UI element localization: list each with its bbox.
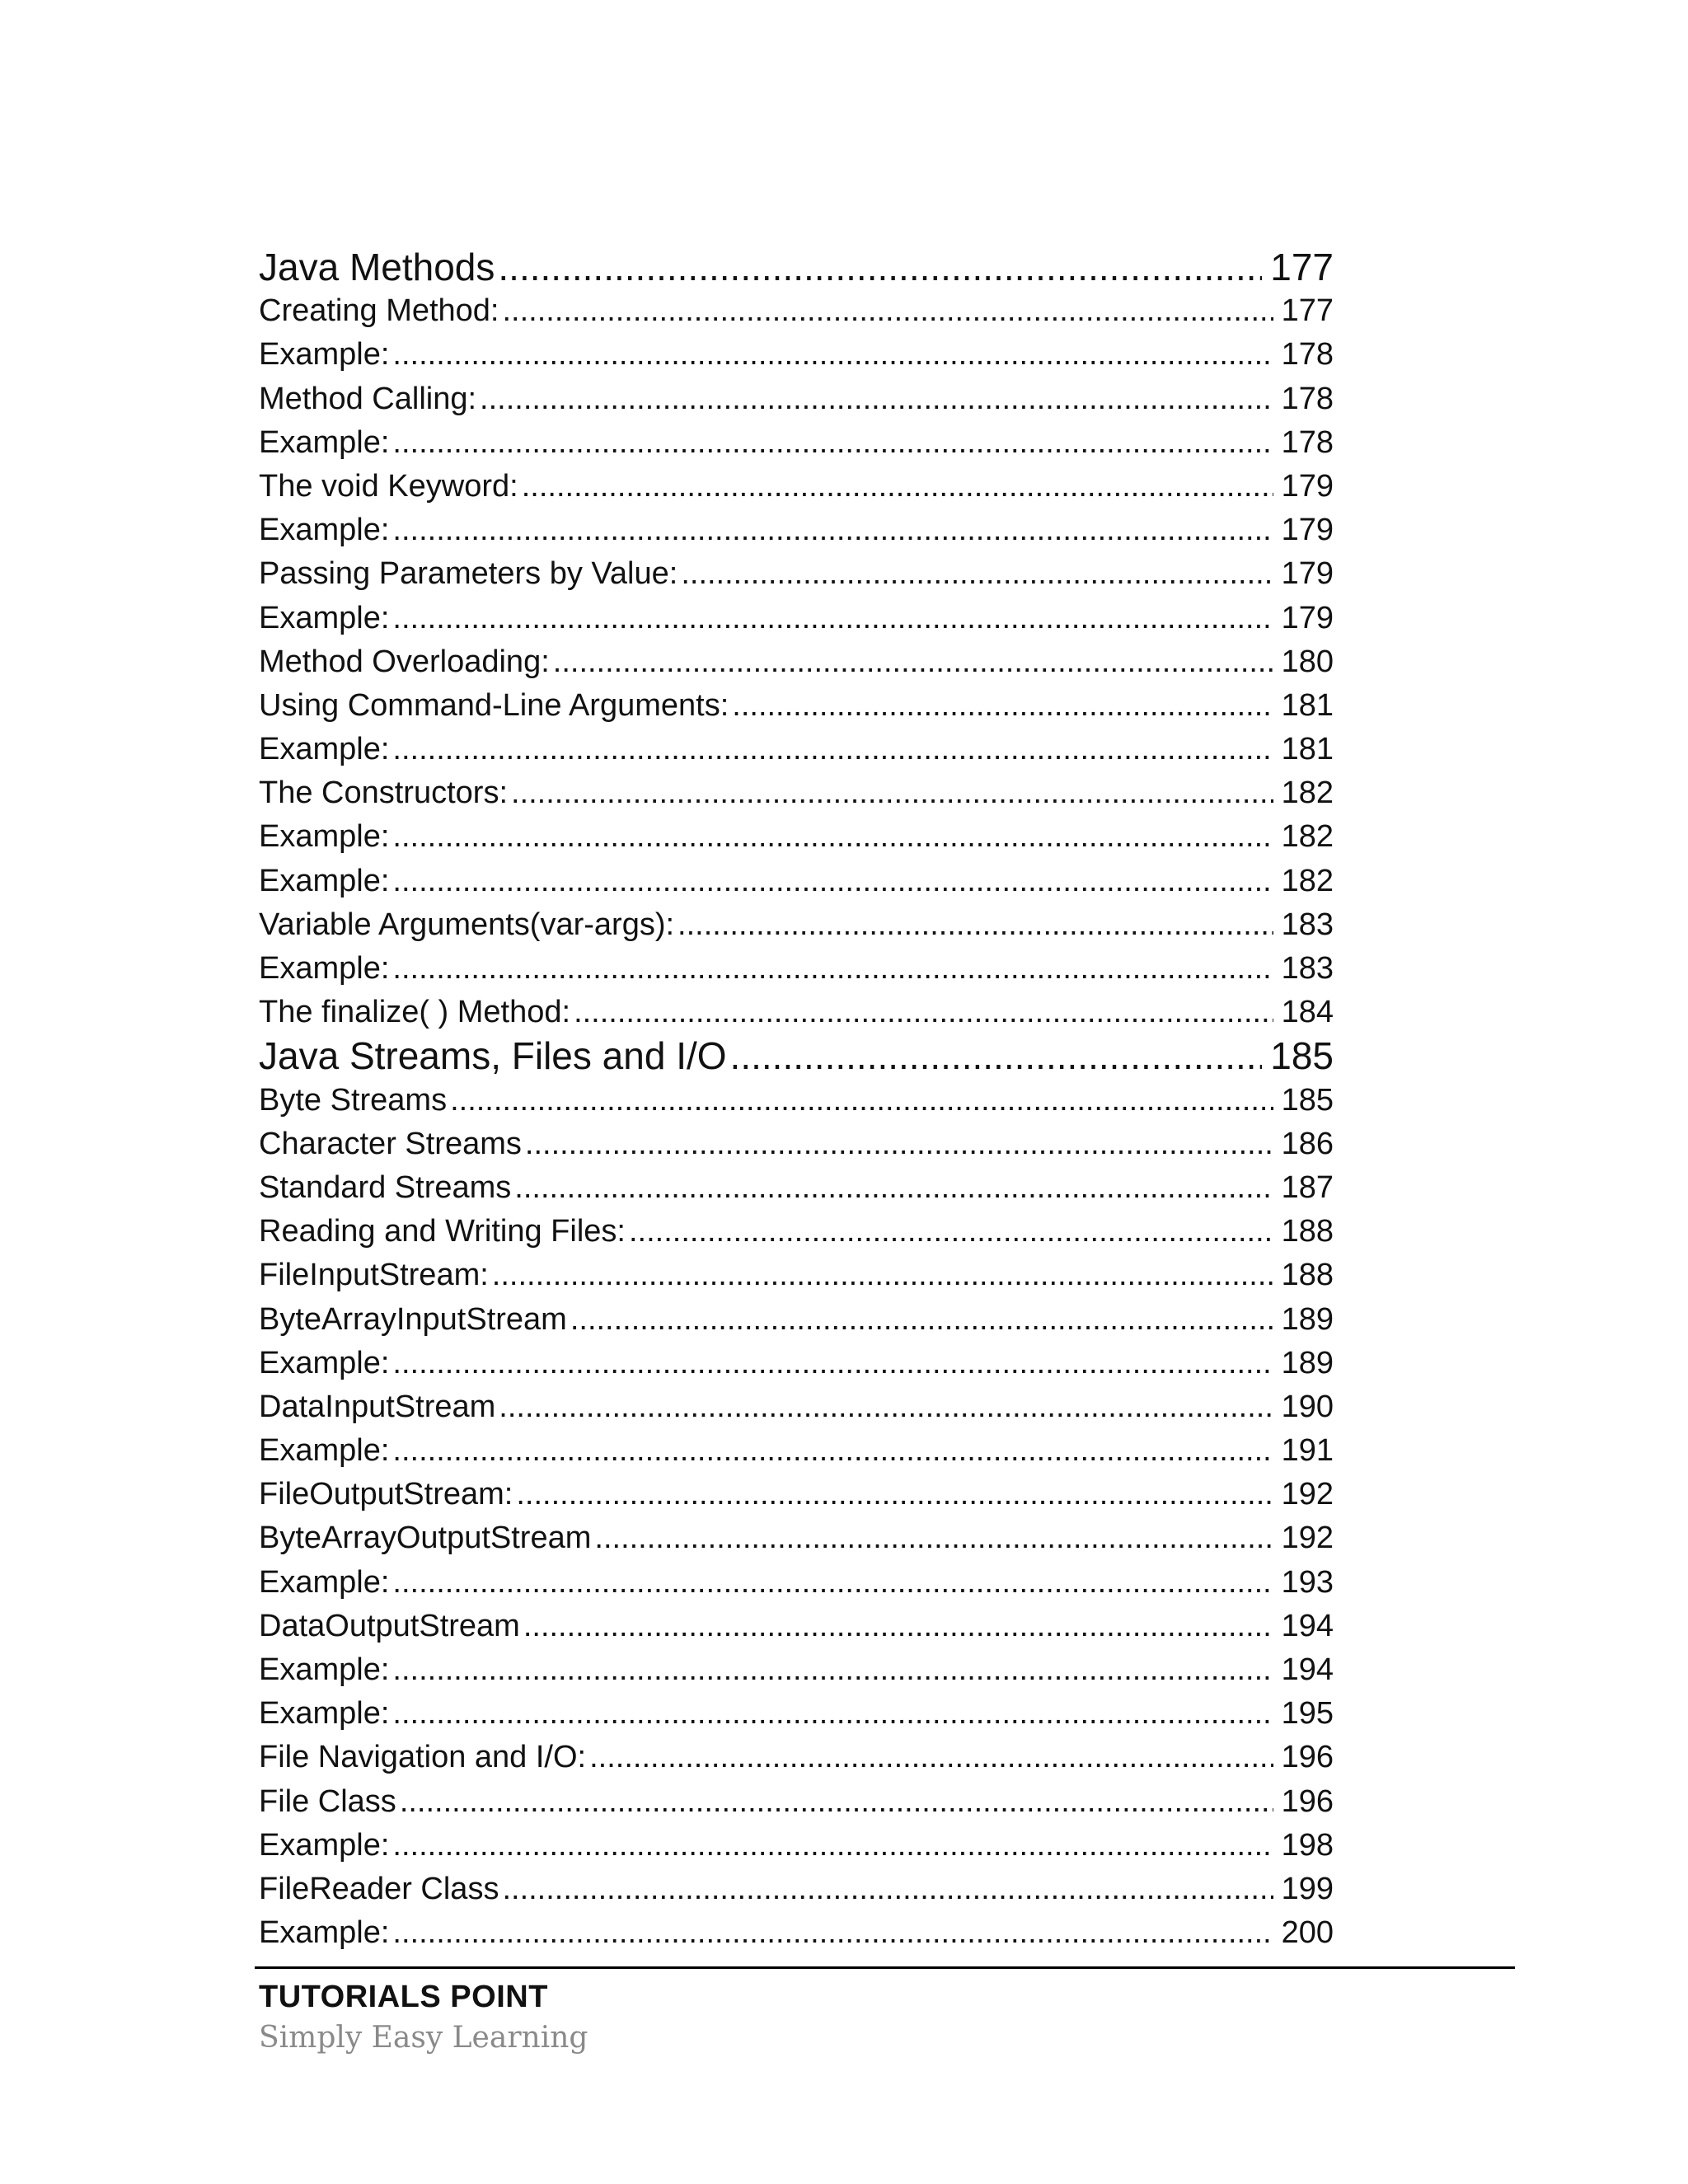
toc-entry[interactable]: [259, 1824, 1334, 1868]
dot-leader: [392, 947, 1273, 991]
toc-entry[interactable]: [259, 947, 1334, 991]
dot-leader: [732, 684, 1273, 728]
toc-entry-title: Example:: [259, 863, 390, 898]
toc-entry-title: Example:: [259, 600, 390, 635]
dot-leader: [502, 1868, 1273, 1911]
footer-tagline: Simply Easy Learning: [259, 2021, 588, 2055]
footer-brand: TUTORIALS POINT: [259, 1980, 548, 2014]
toc-entry[interactable]: [259, 509, 1334, 552]
toc-entry[interactable]: [259, 465, 1334, 509]
dot-leader: [730, 1034, 1263, 1078]
dot-leader: [392, 1648, 1273, 1692]
toc-entry-title: Example:: [259, 1652, 390, 1687]
footer-divider: [255, 1966, 1515, 1969]
toc-entry[interactable]: [259, 333, 1334, 377]
toc-entry-page-number: 192: [1281, 1521, 1334, 1556]
dot-leader: [574, 991, 1273, 1034]
toc-entry-title: ByteArrayOutputStream: [259, 1521, 592, 1556]
toc-entry[interactable]: [259, 552, 1334, 596]
toc-entry-title: Passing Parameters by Value:: [259, 556, 678, 592]
toc-entry[interactable]: [259, 1254, 1334, 1297]
toc-entry-page-number: 185: [1281, 1082, 1334, 1118]
toc-entry-title: Example:: [259, 1433, 390, 1469]
toc-entry[interactable]: [259, 1648, 1334, 1692]
toc-entry-page-number: 198: [1281, 1827, 1334, 1863]
toc-entry-page-number: 179: [1281, 468, 1334, 504]
toc-entry-page-number: 188: [1281, 1214, 1334, 1249]
toc-chapter-entry[interactable]: [259, 1034, 1334, 1078]
toc-entry[interactable]: [259, 1166, 1334, 1210]
toc-entry[interactable]: [259, 597, 1334, 640]
dot-leader: [514, 1166, 1273, 1210]
dot-leader: [570, 1298, 1273, 1342]
dot-leader: [492, 1254, 1273, 1297]
toc-entry-title: Variable Arguments(var-args):: [259, 907, 675, 942]
toc-entry[interactable]: [259, 1342, 1334, 1385]
toc-entry-page-number: 181: [1281, 687, 1334, 723]
toc-entry-page-number: 183: [1281, 951, 1334, 986]
toc-entry[interactable]: [259, 991, 1334, 1034]
dot-leader: [392, 1824, 1273, 1868]
toc-entry-page-number: 188: [1281, 1258, 1334, 1293]
dot-leader: [678, 903, 1273, 947]
toc-entry[interactable]: [259, 860, 1334, 903]
toc-entry-title: Method Calling:: [259, 381, 477, 416]
dot-leader: [681, 552, 1273, 596]
toc-entry-page-number: 179: [1281, 600, 1334, 635]
dot-leader: [392, 1429, 1273, 1473]
toc-entry-page-number: 182: [1281, 819, 1334, 855]
toc-entry-title: FileOutputStream:: [259, 1477, 513, 1512]
dot-leader: [525, 1122, 1273, 1166]
toc-entry-title: FileReader Class: [259, 1871, 499, 1906]
toc-entry-title: FileInputStream:: [259, 1258, 489, 1293]
dot-leader: [511, 771, 1273, 815]
toc-entry-title: Example:: [259, 819, 390, 855]
toc-entry-title: Standard Streams: [259, 1169, 512, 1205]
toc-entry-title: DataOutputStream: [259, 1608, 520, 1643]
toc-entry[interactable]: [259, 1736, 1334, 1779]
toc-entry-page-number: 178: [1281, 381, 1334, 416]
toc-entry[interactable]: [259, 1911, 1334, 1955]
toc-entry-page-number: 189: [1281, 1301, 1334, 1337]
toc-entry[interactable]: [259, 815, 1334, 859]
dot-leader: [499, 1385, 1273, 1429]
toc-entry-title: Example:: [259, 951, 390, 986]
toc-entry-page-number: 192: [1281, 1477, 1334, 1512]
dot-leader: [392, 1561, 1273, 1605]
toc-entry-page-number: 189: [1281, 1345, 1334, 1380]
toc-entry-title: Example:: [259, 1345, 390, 1380]
toc-entry[interactable]: [259, 1298, 1334, 1342]
toc-entry-title: File Class: [259, 1783, 396, 1819]
dot-leader: [480, 377, 1273, 421]
dot-leader: [392, 509, 1273, 552]
toc-entry-page-number: 190: [1281, 1389, 1334, 1424]
toc-entry-title: Method Overloading:: [259, 644, 550, 679]
dot-leader: [392, 1342, 1273, 1385]
toc-entry-page-number: 186: [1281, 1126, 1334, 1161]
dot-leader: [516, 1473, 1273, 1516]
toc-entry[interactable]: [259, 421, 1334, 465]
dot-leader: [553, 640, 1273, 684]
toc-entry-page-number: 185: [1270, 1034, 1334, 1078]
toc-entry-title: Example:: [259, 1696, 390, 1732]
toc-entry[interactable]: [259, 1122, 1334, 1166]
toc-entry-title: Example:: [259, 1564, 390, 1600]
toc-entry[interactable]: [259, 377, 1334, 421]
toc-entry-title: Example:: [259, 1915, 390, 1951]
toc-entry-title: Reading and Writing Files:: [259, 1214, 626, 1249]
dot-leader: [629, 1210, 1273, 1254]
toc-entry-page-number: 179: [1281, 513, 1334, 548]
dot-leader: [392, 728, 1273, 771]
dot-leader: [522, 465, 1273, 509]
toc-chapter-entry[interactable]: [259, 246, 1334, 289]
toc-entry-page-number: 178: [1281, 337, 1334, 373]
toc-entry-title: Example:: [259, 424, 390, 460]
toc-entry-page-number: 191: [1281, 1433, 1334, 1469]
toc-entry-title: Byte Streams: [259, 1082, 448, 1118]
dot-leader: [450, 1079, 1273, 1122]
toc-entry-page-number: 199: [1281, 1871, 1334, 1906]
dot-leader: [392, 333, 1273, 377]
toc-entry-page-number: 180: [1281, 644, 1334, 679]
toc-entry-title: Example:: [259, 1827, 390, 1863]
toc-entry-title: Example:: [259, 513, 390, 548]
toc-entry[interactable]: [259, 1385, 1334, 1429]
toc-entry-title: Character Streams: [259, 1126, 522, 1161]
dot-leader: [503, 289, 1273, 333]
dot-leader: [392, 860, 1273, 903]
toc-entry-title: Java Methods: [259, 246, 495, 288]
toc-entry[interactable]: [259, 1868, 1334, 1911]
toc-entry-title: Example:: [259, 732, 390, 767]
toc-entry-page-number: 183: [1281, 907, 1334, 942]
toc-entry-page-number: 177: [1270, 246, 1334, 288]
dot-leader: [392, 421, 1273, 465]
dot-leader: [392, 1911, 1273, 1955]
toc-entry-page-number: 187: [1281, 1169, 1334, 1205]
toc-entry[interactable]: [259, 1473, 1334, 1516]
dot-leader: [594, 1516, 1273, 1560]
toc-entry-page-number: 195: [1281, 1696, 1334, 1732]
toc-entry-title: The void Keyword:: [259, 468, 518, 504]
toc-entry-page-number: 182: [1281, 863, 1334, 898]
toc-entry[interactable]: [259, 1210, 1334, 1254]
toc-entry-title: ByteArrayInputStream: [259, 1301, 567, 1337]
toc-entry-page-number: 177: [1281, 293, 1334, 329]
toc-entry[interactable]: [259, 1516, 1334, 1560]
toc-entry-page-number: 181: [1281, 732, 1334, 767]
toc-entry-page-number: 194: [1281, 1652, 1334, 1687]
dot-leader: [498, 246, 1262, 289]
toc-entry[interactable]: [259, 289, 1334, 333]
toc-entry-title: Java Streams, Files and I/O: [259, 1034, 727, 1078]
toc-entry-title: Creating Method:: [259, 293, 499, 329]
dot-leader: [523, 1605, 1273, 1648]
toc-entry-title: DataInputStream: [259, 1389, 496, 1424]
toc-entry-title: The Constructors:: [259, 776, 508, 811]
toc-entry-page-number: 193: [1281, 1564, 1334, 1600]
toc-entry-title: Example:: [259, 337, 390, 373]
toc-entry-page-number: 184: [1281, 995, 1334, 1030]
toc-entry-page-number: 179: [1281, 556, 1334, 592]
toc-entry-title: File Navigation and I/O:: [259, 1740, 587, 1775]
toc-entry-title: Using Command-Line Arguments:: [259, 687, 729, 723]
dot-leader: [392, 815, 1273, 859]
toc-entry[interactable]: [259, 1605, 1334, 1648]
toc-entry[interactable]: [259, 1780, 1334, 1824]
toc-entry-page-number: 194: [1281, 1608, 1334, 1643]
toc-entry-page-number: 182: [1281, 776, 1334, 811]
toc-entry[interactable]: [259, 728, 1334, 771]
toc-entry[interactable]: [259, 1692, 1334, 1736]
toc-entry[interactable]: [259, 1561, 1334, 1605]
dot-leader: [400, 1780, 1273, 1824]
toc-entry-title: The finalize( ) Method:: [259, 995, 571, 1030]
dot-leader: [392, 1692, 1273, 1736]
toc-entry[interactable]: [259, 684, 1334, 728]
dot-leader: [392, 597, 1273, 640]
toc-entry[interactable]: [259, 903, 1334, 947]
toc-entry[interactable]: [259, 1079, 1334, 1122]
toc-entry-page-number: 178: [1281, 424, 1334, 460]
toc-entry-page-number: 200: [1281, 1915, 1334, 1951]
table-of-contents: [259, 246, 1334, 1955]
toc-entry[interactable]: [259, 640, 1334, 684]
toc-entry[interactable]: [259, 771, 1334, 815]
toc-entry-page-number: 196: [1281, 1783, 1334, 1819]
toc-entry[interactable]: [259, 1429, 1334, 1473]
dot-leader: [589, 1736, 1273, 1779]
toc-entry-page-number: 196: [1281, 1740, 1334, 1775]
